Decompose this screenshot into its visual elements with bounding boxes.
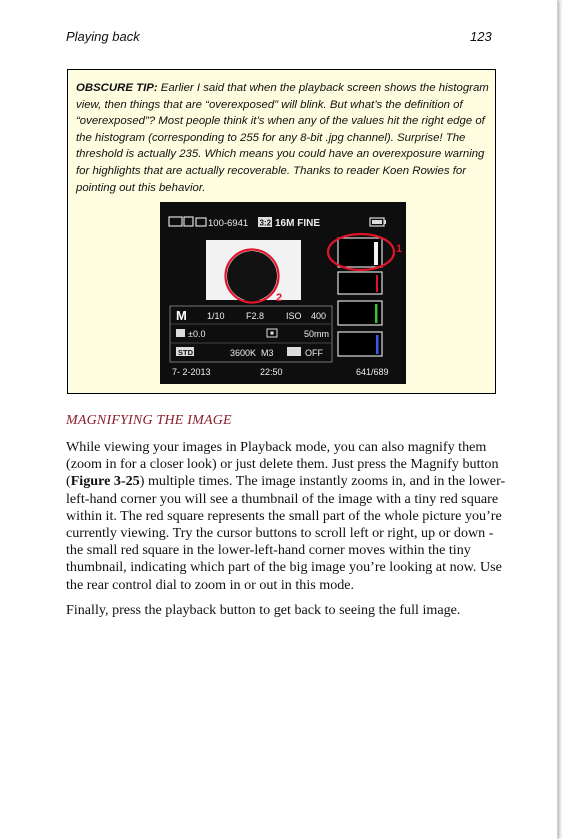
folder-file-number: 100-6941: [208, 218, 249, 229]
iso-label: ISO: [286, 311, 302, 321]
capture-date: 7- 2-2013: [172, 367, 211, 377]
histogram-green: [338, 301, 382, 325]
histogram-red: [338, 272, 382, 294]
camera-playback-screen: [160, 202, 406, 384]
para-1-text-b: ) multiple times. The image instantly zooms in, and in the lower-left-hand corner you will see a thumbnail of the image with a tiny red square within it. The red square represents the small part of the whole picture you’re currently viewing. Try the cursor buttons to scroll left or right, up or down - the small red square in the lower-left-hand corner moves within the tiny thumbnail, indicating which part of the big image you’re looking at now. Use the rear control dial to zoom in or out in this mode.: [66, 473, 506, 593]
dro-badge: [287, 347, 301, 356]
capture-time: 22:50: [260, 367, 283, 377]
photo-dark-circle: [227, 251, 277, 301]
wb-shift: M3: [261, 348, 274, 358]
dro-setting: OFF: [305, 348, 323, 358]
figure-reference: Figure 3-25: [70, 473, 140, 490]
exposure-compensation: ±0.0: [188, 329, 206, 339]
para-1-text-a: While viewing your images in Playback mode, you can also magnify them (zoom in for a closer look) or just delete them. Just press the Magnify button (: [66, 439, 499, 490]
body-paragraph-2: Finally, press the playback button to get back to seeing the full image.: [66, 602, 461, 618]
body-paragraph-1: [66, 439, 506, 594]
camera-screen-image: [160, 202, 406, 384]
image-size-quality: 16M FINE: [275, 218, 321, 229]
creative-style: STD: [178, 348, 193, 357]
histogram-luminance: [338, 238, 382, 267]
histogram-blue: [338, 332, 382, 356]
image-counter: 641/689: [356, 367, 389, 377]
tip-label: OBSCURE TIP:: [76, 82, 158, 94]
exposure-mode: M: [176, 308, 187, 323]
exposure-comp-icon: [176, 329, 185, 337]
metering-icon-dot: [271, 332, 274, 335]
callout-number-2: 2: [276, 292, 283, 304]
callout-number-1: 1: [396, 243, 403, 255]
white-balance: 3600K: [230, 348, 257, 358]
shutter-speed: 1/10: [207, 311, 225, 321]
aspect-ratio: 3:2: [259, 218, 272, 228]
focal-length: 50mm: [304, 329, 330, 339]
iso-value: 400: [311, 311, 327, 321]
tip-body: Earlier I said that when the playback screen shows the histogram view, then things that are “overexposed” will blink. But what’s the definition of “overexposed”? Most people think it’s when any of the values hit the right edge of the histogram (corresponding to 255 for any 8-bit .jpg channel). Surprise! The threshold is actually 235. Which means you could have an overexposure warning for highlights that are actually recoverable. Thanks to reader Koen Rowies for pointing out this behavior.: [76, 82, 489, 194]
page-number: 123: [470, 29, 492, 44]
section-title: MAGNIFYING THE IMAGE: [66, 413, 232, 428]
aperture: F2.8: [246, 311, 265, 321]
tip-text: [76, 80, 490, 196]
running-header-section: Playing back: [66, 29, 140, 44]
